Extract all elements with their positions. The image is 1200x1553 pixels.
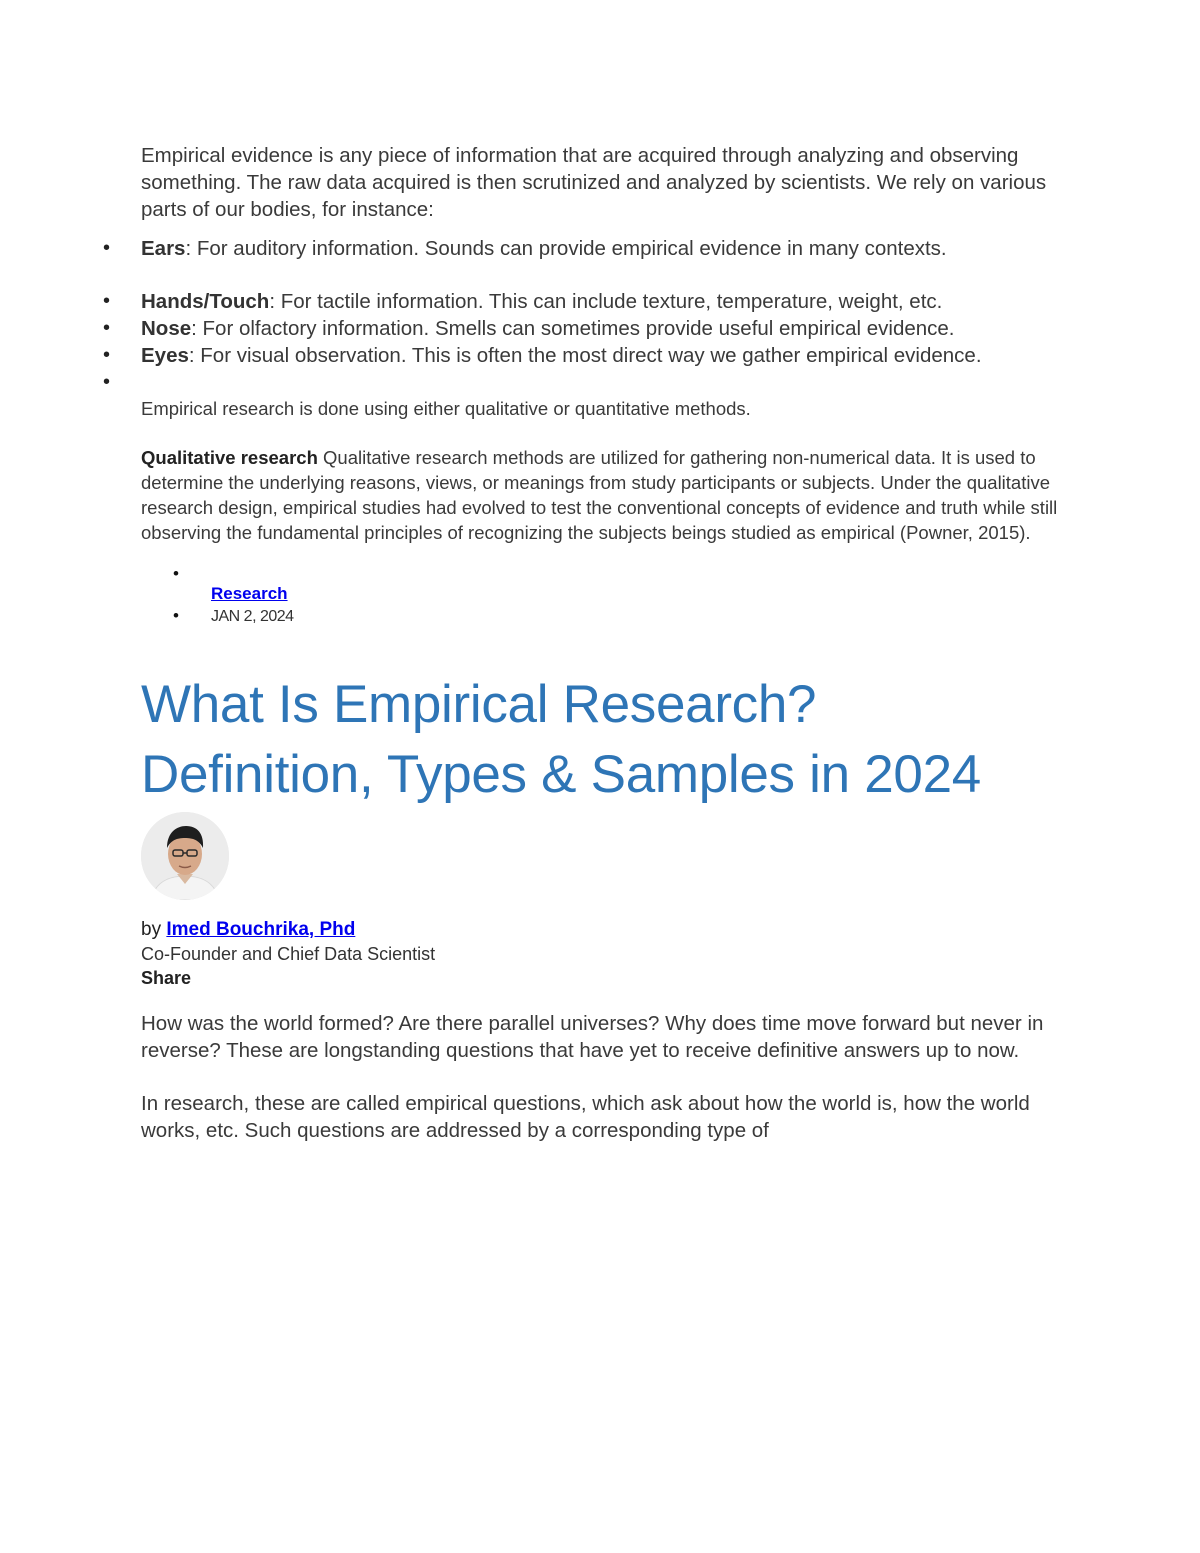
- qualitative-term: Qualitative research: [141, 447, 318, 468]
- text-nose: : For olfactory information. Smells can sometimes provide useful empirical evidence.: [191, 317, 955, 340]
- list-item-empty: [103, 369, 1061, 396]
- term-eyes: Eyes: [141, 344, 189, 367]
- byline-prefix: by: [141, 919, 167, 940]
- list-item-hands: [103, 288, 1061, 315]
- bullet-icon: •: [103, 371, 111, 393]
- byline: [141, 918, 1061, 942]
- body-paragraph-2: In research, these are called empirical questions, which ask about how the world is, how the world works, etc. Such questions are addressed by a corresponding type of: [141, 1092, 1030, 1142]
- article-title: What Is Empirical Research? Definition, Types & Samples in 2024: [141, 675, 981, 804]
- author-role: Co-Founder and Chief Data Scientist: [141, 944, 436, 964]
- qualitative-text: Qualitative research methods are utilized for gathering non-numerical data. It is used to determine the underlying reasons, views, or meanings from study participants or subjects. Under the qualitative research design, empirical studies had evolved to test the conventional concepts of evidence and truth while still observing the fundamental principles of recognizing the subjects beings studied as empirical (Powner, 2015).: [141, 447, 1058, 543]
- document-content: [103, 142, 1061, 1144]
- qualitative-paragraph: [141, 445, 1061, 545]
- intro-paragraph: Empirical evidence is any piece of information that are acquired through analyzing and observing something. The raw data acquired is then scrutinized and analyzed by scientists. We rely on various parts of our bodies, for instance:: [141, 144, 1047, 221]
- text-eyes: : For visual observation. This is often the most direct way we gather empirical evidence.: [188, 344, 982, 367]
- category-link[interactable]: Research: [211, 584, 288, 603]
- list-item-nose: [103, 315, 1061, 342]
- meta-item-empty: [173, 563, 1061, 583]
- author-avatar: [141, 812, 229, 900]
- term-ears: Ears: [141, 237, 186, 260]
- author-link[interactable]: Imed Bouchrika, Phd: [166, 919, 356, 940]
- meta-item-date: [173, 605, 1061, 628]
- body-paragraph-1: How was the world formed? Are there parallel universes? Why does time move forward but never in reverse? These are longstanding questions that have yet to receive definitive answers up to now.: [141, 1012, 1044, 1062]
- text-ears: : For auditory information. Sounds can provide empirical evidence in many contexts.: [185, 237, 947, 260]
- text-hands: : For tactile information. This can include texture, temperature, weight, etc.: [269, 290, 943, 313]
- senses-list: [103, 235, 1061, 396]
- bullet-icon: •: [103, 317, 111, 339]
- bullet-icon: •: [103, 237, 111, 259]
- list-item-ears: [103, 235, 1061, 262]
- bullet-icon: •: [173, 564, 179, 583]
- meta-item-category: [211, 583, 1061, 605]
- methods-paragraph: Empirical research is done using either qualitative or quantitative methods.: [141, 398, 751, 419]
- author-photo-icon: [141, 812, 229, 900]
- bullet-icon: •: [103, 344, 111, 366]
- bullet-icon: •: [173, 606, 179, 625]
- list-item-eyes: [103, 342, 1061, 369]
- post-meta-list: [173, 563, 1061, 628]
- post-date: JAN 2, 2024: [211, 608, 294, 625]
- bullet-icon: •: [103, 290, 111, 312]
- share-label[interactable]: Share: [141, 968, 192, 988]
- term-nose: Nose: [141, 317, 192, 340]
- term-hands: Hands/Touch: [141, 290, 270, 313]
